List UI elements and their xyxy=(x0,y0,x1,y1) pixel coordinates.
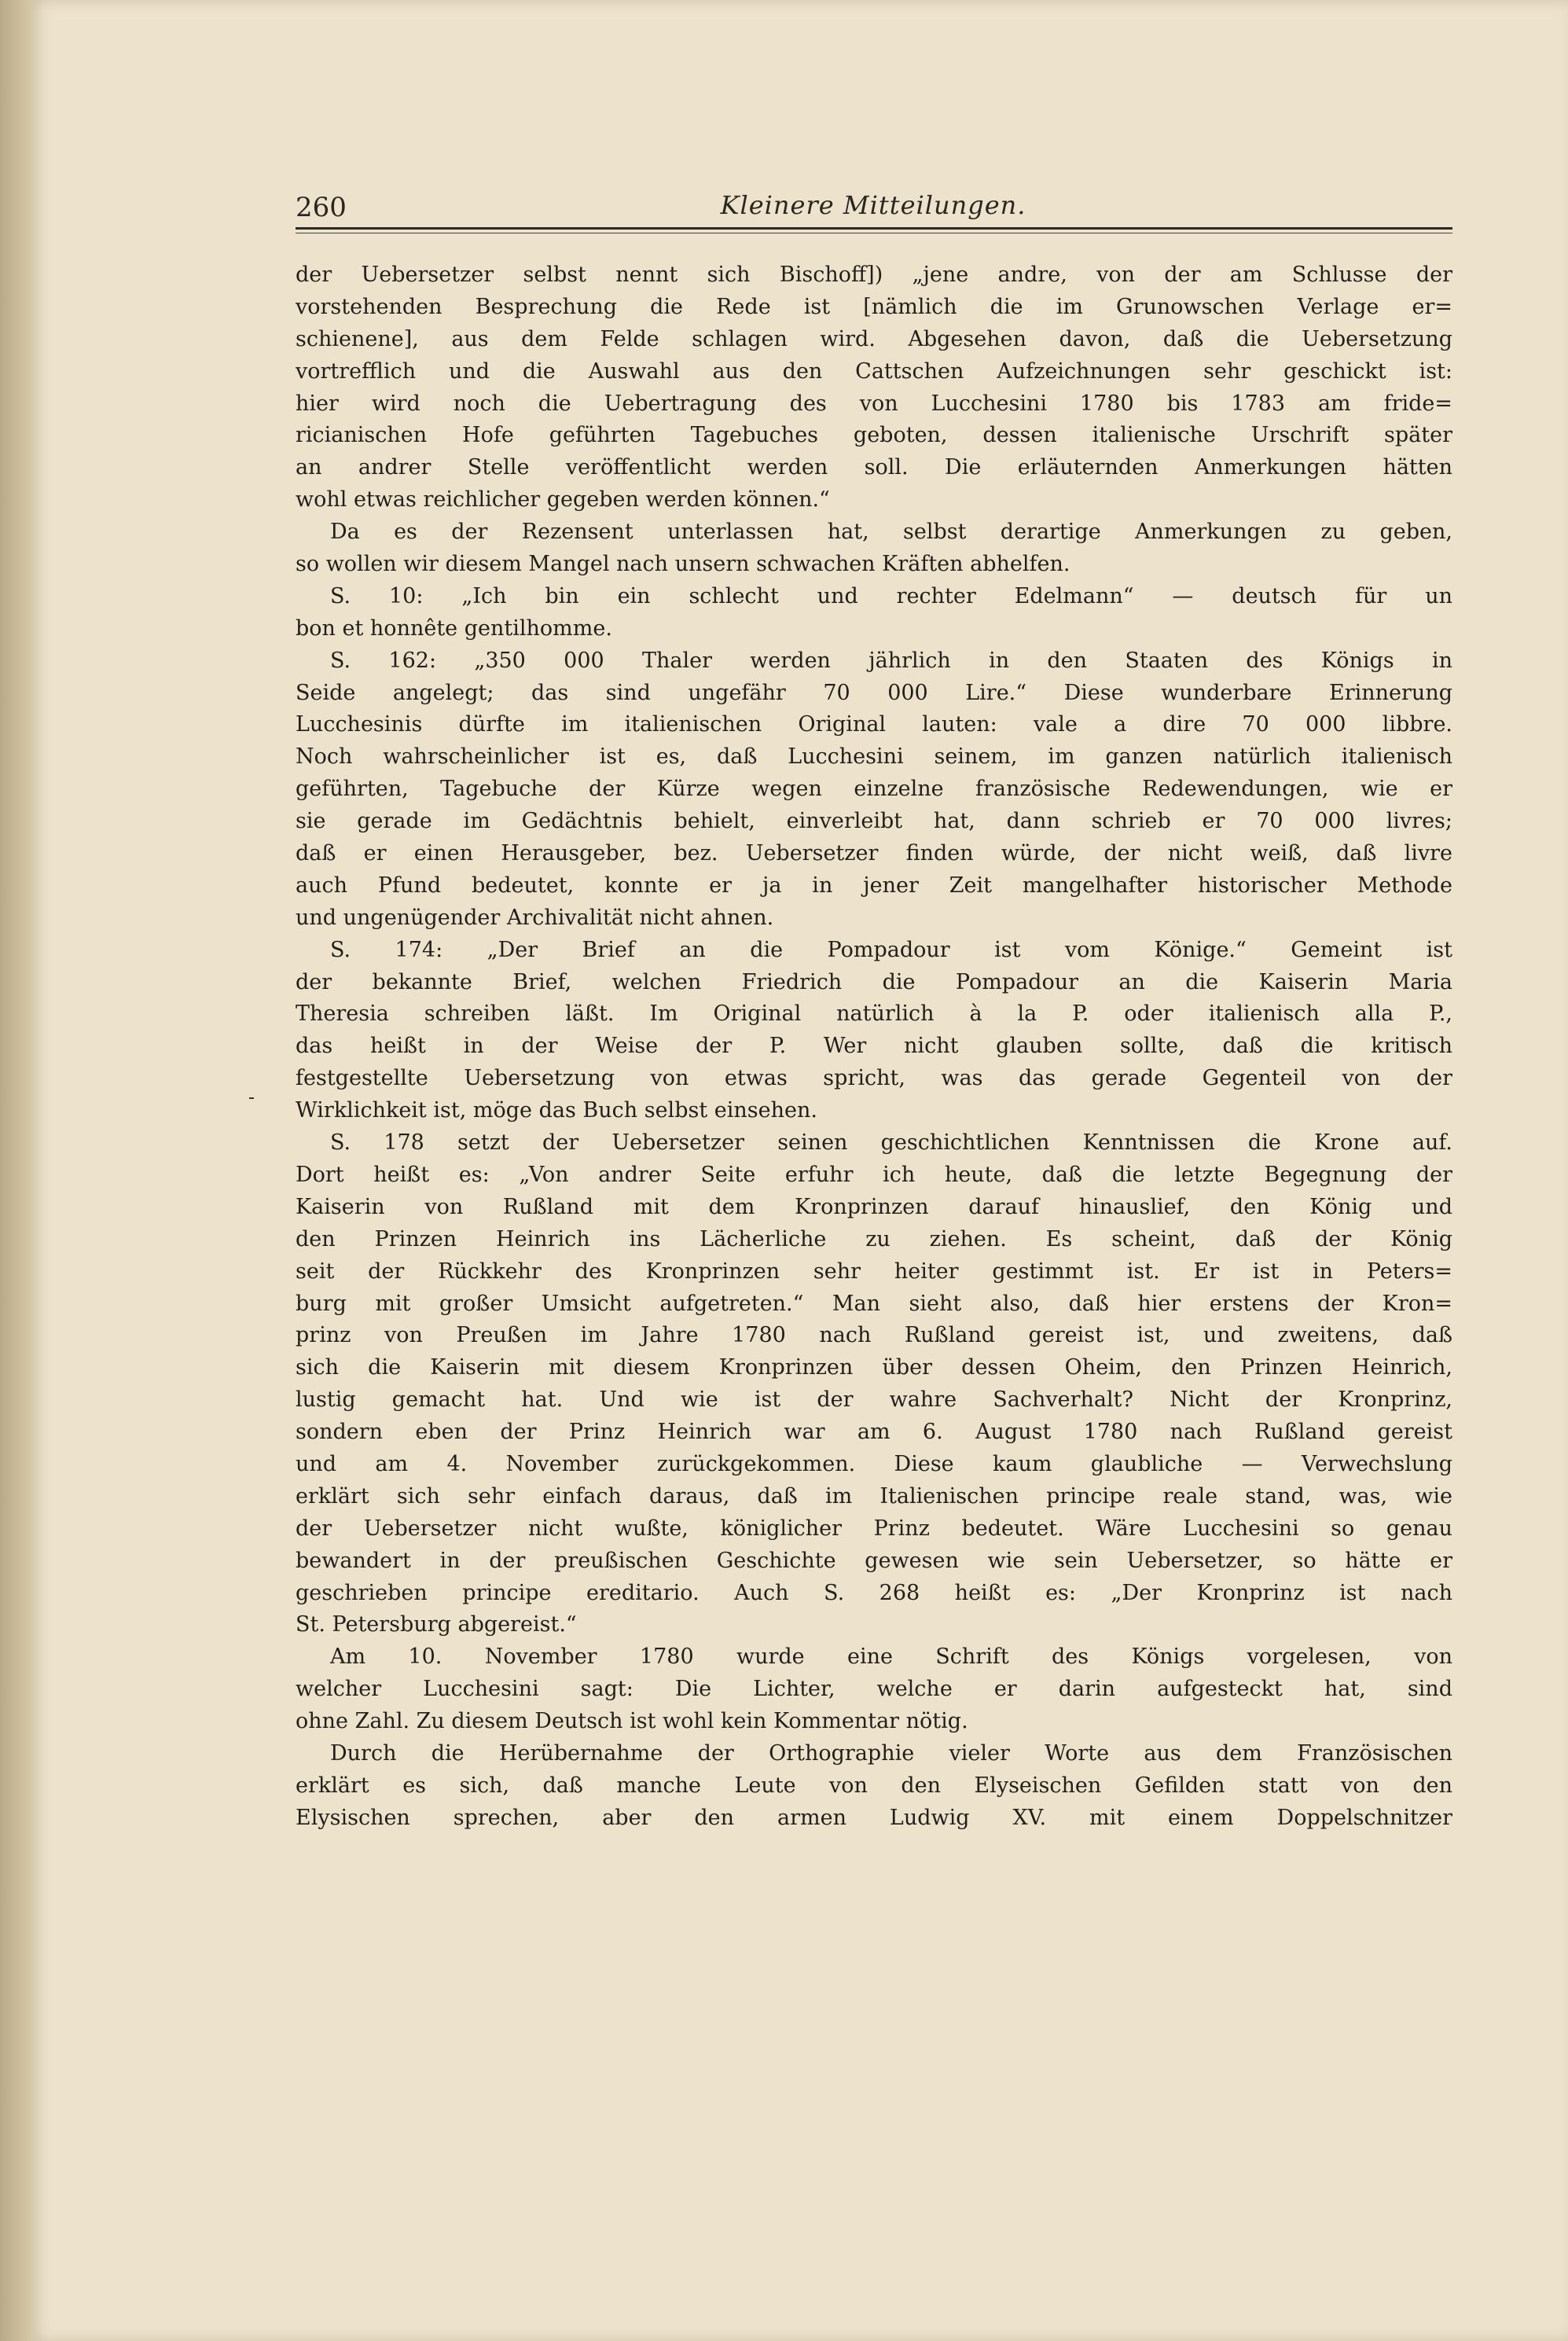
text-line: St. Petersburg abgereist.“ xyxy=(296,1612,577,1637)
text-line: und ungenügender Archivalität nicht ahnen. xyxy=(296,905,774,930)
text-line: geschrieben principe ereditario. Auch S. 268 heißt es: „Der Kronprinz ist nach xyxy=(296,1580,1452,1605)
text-line: wohl etwas reichlicher gegeben werden können.“ xyxy=(296,487,830,513)
text-line: ohne Zahl. Zu diesem Deutsch ist wohl kein Kommentar nötig. xyxy=(296,1709,968,1734)
text-line: Dort heißt es: „Von andrer Seite erfuhr ich heute, daß die letzte Begegnung der xyxy=(296,1162,1452,1187)
text-line: ricianischen Hofe geführten Tagebuches geboten, dessen italienische Urschrift später xyxy=(296,423,1452,448)
text-line: Wirklichkeit ist, möge das Buch selbst einsehen. xyxy=(296,1098,817,1123)
text-line: und am 4. November zurückgekommen. Diese kaum glaubliche — Verwechslung xyxy=(296,1451,1452,1476)
text-line: erklärt es sich, daß manche Leute von den Elyseischen Gefilden statt von den xyxy=(296,1773,1452,1798)
text-line: burg mit großer Umsicht aufgetreten.“ Man sieht also, daß hier erstens der Kron= xyxy=(296,1291,1452,1316)
text-line: prinz von Preußen im Jahre 1780 nach Rußland gereist ist, und zweitens, daß xyxy=(296,1323,1452,1348)
text-line: hier wird noch die Uebertragung des von Lucchesini 1780 bis 1783 am fride= xyxy=(296,391,1452,416)
text-line: vortrefflich und die Auswahl aus den Cattschen Aufzeichnungen sehr geschickt ist: xyxy=(296,358,1452,384)
text-line: lustig gemacht hat. Und wie ist der wahre Sachverhalt? Nicht der Kronprinz, xyxy=(296,1387,1452,1413)
text-line: Lucchesinis dürfte im italienischen Original lauten: vale a dire 70 000 libbre. xyxy=(296,712,1452,737)
text-line: erklärt sich sehr einfach daraus, daß im Italienischen principe reale stand, was, wie xyxy=(296,1483,1452,1509)
text-line: S. 162: „350 000 Thaler werden jährlich in den Staaten des Königs in xyxy=(330,648,1452,673)
text-line: S. 174: „Der Brief an die Pompadour ist vom Könige.“ Gemeint ist xyxy=(330,937,1452,962)
text-line: Durch die Herübernahme der Orthographie vieler Worte aus dem Französischen xyxy=(330,1740,1452,1766)
text-line: den Prinzen Heinrich ins Lächerliche zu ziehen. Es scheint, daß der König xyxy=(296,1226,1452,1251)
text-line: auch Pfund bedeutet, konnte er ja in jener Zeit mangelhafter historischer Methode xyxy=(296,873,1452,898)
text-line: sie gerade im Gedächtnis behielt, einverleibt hat, dann schrieb er 70 000 livres; xyxy=(296,809,1452,834)
body-text xyxy=(296,259,1452,1835)
text-line: sondern eben der Prinz Heinrich war am 6. August 1780 nach Rußland gereist xyxy=(296,1420,1452,1445)
text-line: daß er einen Herausgeber, bez. Uebersetzer finden würde, der nicht weiß, daß livre xyxy=(296,841,1452,866)
text-line: S. 10: „Ich bin ein schlecht und rechter Edelmann“ — deutsch für un xyxy=(330,583,1452,608)
margin-mark xyxy=(249,1097,254,1099)
text-line: bon et honnête gentilhomme. xyxy=(296,616,612,641)
text-line: so wollen wir diesem Mangel nach unsern schwachen Kräften abhelfen. xyxy=(296,552,1070,577)
header-rule xyxy=(296,227,1452,230)
text-line: S. 178 setzt der Uebersetzer seinen geschichtlichen Kenntnissen die Krone auf. xyxy=(330,1130,1452,1156)
text-line: Da es der Rezensent unterlassen hat, selbst derartige Anmerkungen zu geben, xyxy=(330,520,1452,545)
text-line: das heißt in der Weise der P. Wer nicht glauben sollte, daß die kritisch xyxy=(296,1034,1452,1059)
text-line: an andrer Stelle veröffentlicht werden soll. Die erläuternden Anmerkungen hätten xyxy=(296,455,1452,480)
text-line: welcher Lucchesini sagt: Die Lichter, welche er darin aufgesteckt hat, sind xyxy=(296,1677,1452,1702)
text-line: bewandert in der preußischen Geschichte gewesen wie sein Uebersetzer, so hätte er xyxy=(296,1548,1452,1573)
text-line: sich die Kaiserin mit diesem Kronprinzen über dessen Oheim, den Prinzen Heinrich, xyxy=(296,1355,1452,1380)
text-line: vorstehenden Besprechung die Rede ist [nämlich die im Grunowschen Verlage er= xyxy=(296,294,1452,319)
running-title: Kleinere Mitteilungen. xyxy=(720,190,1026,220)
text-line: Theresia schreiben läßt. Im Original natürlich à la P. oder italienisch alla P., xyxy=(296,1001,1452,1027)
text-line: schienene], aus dem Felde schlagen wird. Abgesehen davon, daß die Uebersetzung xyxy=(296,326,1452,351)
text-line: der Uebersetzer selbst nennt sich Bischoff]) „jene andre, von der am Schlusse der xyxy=(296,263,1452,287)
scan-edge xyxy=(0,0,31,2341)
text-line: geführten, Tagebuche der Kürze wegen einzelne französische Redewendungen, wie er xyxy=(296,777,1452,802)
text-line: Seide angelegt; das sind ungefähr 70 000 Lire.“ Diese wunderbare Erinnerung xyxy=(296,680,1452,705)
page-number: 260 xyxy=(296,192,347,223)
text-line: festgestellte Uebersetzung von etwas spricht, was das gerade Gegenteil von der xyxy=(296,1066,1452,1091)
text-line: der Uebersetzer nicht wußte, königlicher Prinz bedeutet. Wäre Lucchesini so genau xyxy=(296,1516,1452,1541)
text-line: Am 10. November 1780 wurde eine Schrift des Königs vorgelesen, von xyxy=(330,1645,1452,1670)
text-line: der bekannte Brief, welchen Friedrich die Pompadour an die Kaiserin Maria xyxy=(296,969,1452,994)
page-header xyxy=(296,189,1451,228)
text-line: Elysischen sprechen, aber den armen Ludwig XV. mit einem Doppelschnitzer xyxy=(296,1805,1452,1830)
text-line: Noch wahrscheinlicher ist es, daß Lucchesini seinem, im ganzen natürlich italienisch xyxy=(296,744,1452,770)
text-line: seit der Rückkehr des Kronprinzen sehr heiter gestimmt ist. Er ist in Peters= xyxy=(296,1259,1452,1284)
text-line: Kaiserin von Rußland mit dem Kronprinzen darauf hinauslief, den König und xyxy=(296,1194,1452,1219)
